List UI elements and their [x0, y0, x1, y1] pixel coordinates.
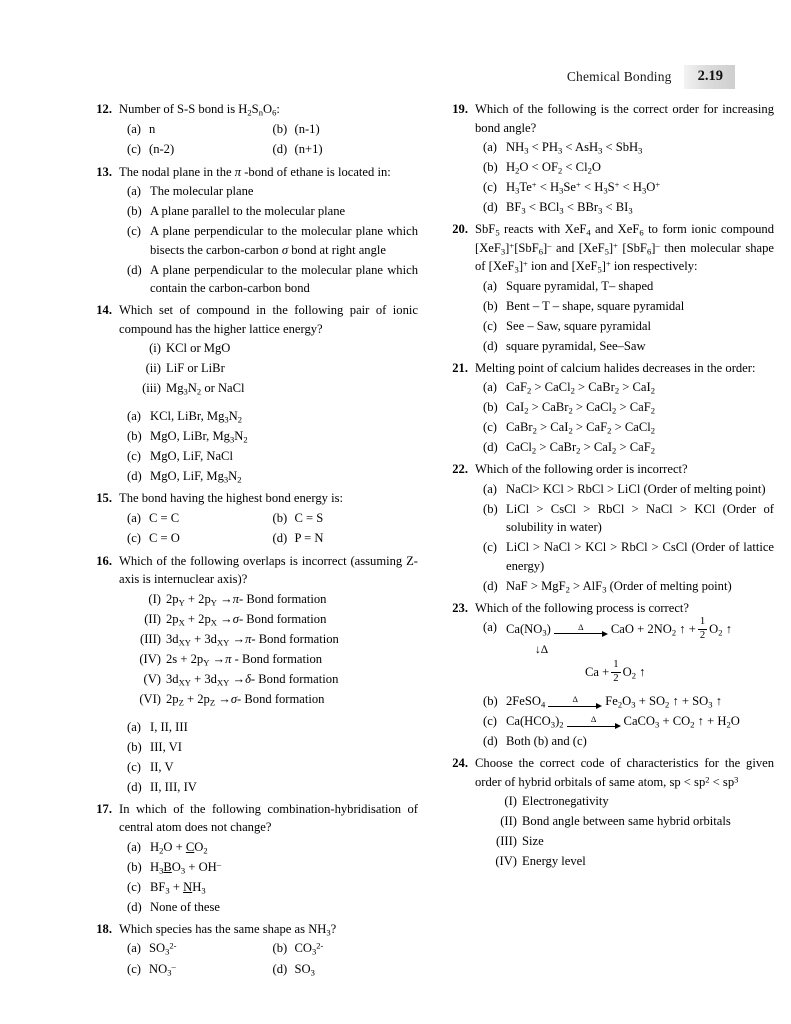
option-label: (b) [483, 501, 498, 516]
option-label: (a) [483, 278, 497, 293]
option-label: (d) [127, 779, 142, 794]
option-label: (a) [127, 941, 141, 955]
option-text: A plane perpendicular to the molecular plane which contain the carbon-carbon bond [150, 262, 418, 295]
sub-item-label: (ii) [145, 361, 161, 375]
question-block [444, 599, 774, 753]
options-list [119, 838, 418, 917]
question-text: Which of the following process is correct? [475, 600, 690, 615]
option-label: (d) [483, 734, 498, 749]
sub-item-text: LiF or LiBr [166, 361, 225, 375]
question-text: Which of the following order is incorrect? [475, 462, 688, 476]
option-item[interactable] [119, 718, 418, 737]
options-list [475, 378, 774, 457]
question-number: 23. [452, 600, 468, 615]
option-item[interactable] [475, 577, 774, 596]
option-item[interactable] [119, 261, 418, 298]
option-text: C = O [149, 531, 180, 545]
options-list [475, 277, 774, 356]
spacer [119, 710, 418, 717]
option-item[interactable] [127, 939, 273, 958]
question-block [444, 359, 774, 459]
sub-item [119, 339, 418, 358]
option-text: CaBr$_2$ > CaI$_2$ > CaF$_2$ > CaCl$_2$ [506, 420, 656, 436]
question-block [88, 552, 418, 798]
option-label: (d) [127, 899, 142, 914]
question-number: 12. [96, 102, 112, 116]
question-body [119, 800, 418, 918]
option-text: C = S [294, 510, 324, 525]
option-label: (b) [127, 429, 142, 443]
sub-item-text: $3d_{XY} + 3d_{XY} \to\delta-$ Bond formation [166, 671, 339, 687]
option-item[interactable] [475, 317, 774, 336]
question-text: Choose the correct code of characteristics for the given order of hybrid orbitals of same atom, sp < $sp^2 < sp^3$ [475, 756, 774, 789]
sub-item [475, 832, 774, 851]
option-item[interactable] [119, 222, 418, 259]
option-item[interactable] [475, 337, 774, 356]
option-item[interactable] [127, 120, 273, 139]
question-number: 14. [96, 303, 112, 317]
question-number: 18. [96, 921, 112, 936]
question-body [119, 920, 418, 981]
options-grid [119, 120, 418, 159]
options-grid [119, 939, 418, 978]
question-body [119, 100, 418, 161]
option-label: (d) [127, 469, 142, 483]
spacer [119, 399, 418, 406]
option-label: (a) [127, 409, 141, 423]
question-number: 15. [96, 491, 112, 505]
question-block [88, 100, 418, 161]
reaction-down-arrow-delta: ↓Δ [535, 643, 549, 656]
option-label: (b) [483, 160, 498, 174]
reaction-second-products: Ca + $\frac{1}{2}$ $O_2$ ↑ [585, 658, 646, 684]
option-text: $SO_3^{2-}$ [149, 940, 177, 957]
option-item[interactable] [475, 378, 774, 397]
reaction-option-a [475, 618, 774, 642]
option-label: (a) [483, 380, 497, 394]
option-text: LiCl > CsCl > RbCl > NaCl > KCl (Order of solubility in water) [506, 501, 774, 534]
option-item[interactable] [475, 297, 774, 316]
option-item[interactable] [119, 427, 418, 446]
option-label: (c) [483, 318, 497, 333]
option-row[interactable] [475, 732, 774, 751]
option-row[interactable] [475, 692, 774, 711]
sub-item-label: (IV) [139, 651, 161, 666]
header-chapter-title: Chemical Bonding [566, 69, 672, 84]
question-text: Which of the following is the correct order for increasing bond angle? [475, 102, 774, 135]
question-block [444, 220, 774, 357]
option-text: $CO_3^{2-}$ [294, 940, 324, 957]
question-block [88, 301, 418, 487]
option-text: II, III, IV [150, 779, 197, 794]
option-label: (a) [127, 510, 141, 525]
question-body [475, 100, 774, 218]
spacer [475, 685, 774, 692]
option-label: (b) [127, 739, 142, 754]
option-label: (a) [127, 184, 141, 198]
option-label: (a) [483, 481, 497, 496]
option-text: $H_3Te^+ < H_3Se^+ < H_3S^+ < H_3O^+$ [506, 179, 661, 196]
right-column [444, 100, 774, 982]
question-number: 24. [452, 756, 468, 771]
option-item[interactable] [475, 158, 774, 177]
question-text: In which of the following combination-hybridisation of central atom does not change? [119, 801, 418, 834]
sub-item [119, 590, 418, 609]
question-sub-items [475, 792, 774, 871]
options-grid [119, 509, 418, 548]
option-text: None of these [150, 899, 220, 914]
option-item[interactable] [119, 202, 418, 221]
option-text: Both (b) and (c) [506, 734, 587, 749]
question-text: Melting point of calcium halides decreases in the order: [475, 360, 756, 375]
option-text: 2FeSO$_4$ Δ $Fe_2O_3 + SO_2$ ↑ + $SO_3$ ↑ [506, 694, 723, 710]
option-text: III, VI [150, 739, 182, 754]
option-label: (b) [127, 204, 142, 218]
option-label: (a) [127, 719, 141, 734]
option-label: (d) [483, 440, 498, 454]
question-number: 17. [96, 801, 112, 816]
option-text: NaF > MgF$_2$ > AlF$_3$ (Order of melting point) [506, 578, 732, 594]
option-item[interactable] [119, 758, 418, 777]
option-text: n [149, 121, 156, 136]
option-item[interactable] [475, 480, 774, 499]
options-list [119, 182, 418, 298]
option-label: (b) [272, 121, 288, 136]
sub-item [119, 359, 418, 378]
sub-item [475, 812, 774, 831]
option-text: $H_3BO_3 + OH^-$ [150, 858, 222, 875]
option-item[interactable] [119, 838, 418, 857]
sub-item [119, 650, 418, 669]
sub-item-label: (VI) [139, 691, 161, 706]
option-text: CaCl$_2$ > CaBr$_2$ > CaI$_2$ > CaF$_2$ [506, 440, 655, 456]
option-item[interactable] [475, 438, 774, 457]
option-text: LiCl > NaCl > KCl > RbCl > CsCl (Order of lattice energy) [506, 540, 774, 573]
option-label: (a) [483, 140, 497, 154]
option-label: (b) [272, 941, 288, 955]
option-item[interactable] [127, 140, 273, 159]
options-list [475, 480, 774, 596]
option-item[interactable] [273, 939, 419, 958]
option-label: (c) [127, 224, 141, 238]
question-number: 20. [452, 222, 468, 236]
question-text: Which species has the same shape as $NH_3$? [119, 921, 337, 937]
option-text: CaI$_2$ > CaBr$_2$ > CaCl$_2$ > CaF$_2$ [506, 400, 655, 416]
option-label: (d) [483, 338, 498, 353]
option-item[interactable] [119, 778, 418, 797]
option-text: $BF_3 < BCl_3 < BBr_3 < BI_3$ [506, 200, 633, 216]
question-text: Number of S-S bond is $H_2S_nO_6$: [119, 102, 280, 118]
sub-item-text: KCl or MgO [166, 341, 231, 355]
option-label: (a) [127, 121, 141, 136]
options-list [119, 407, 418, 486]
option-item[interactable] [273, 120, 419, 139]
sub-item-label: (i) [149, 341, 161, 355]
option-row [127, 120, 418, 139]
option-item[interactable] [119, 898, 418, 917]
option-label: (c) [127, 759, 141, 774]
option-text: $H_2O + CO_2$ [150, 839, 208, 855]
option-text: (n-2) [149, 142, 175, 156]
option-label: (b) [483, 298, 498, 313]
page-number-badge: 2.19 [684, 65, 735, 89]
option-text: See – Saw, square pyramidal [506, 318, 652, 333]
question-block [88, 920, 418, 981]
left-column [88, 100, 418, 982]
question-body [119, 301, 418, 487]
question-sub-items [119, 590, 418, 709]
option-label: (c) [127, 879, 141, 894]
sub-item-label: (V) [143, 671, 161, 686]
option-item[interactable] [475, 538, 774, 575]
option-label: (d) [483, 578, 498, 593]
option-label: (b) [127, 859, 142, 874]
option-item[interactable] [475, 277, 774, 296]
option-item[interactable] [273, 509, 419, 528]
option-label: (b) [483, 400, 498, 414]
option-label: (b) [483, 694, 498, 709]
option-item[interactable] [273, 529, 419, 548]
option-text: $NH_3 < PH_3 < AsH_3 < SbH_3$ [506, 140, 643, 156]
sub-item-text: Electronegativity [522, 794, 609, 809]
question-body [475, 460, 774, 597]
option-label: (d) [127, 262, 142, 277]
question-block [88, 489, 418, 550]
sub-item [119, 690, 418, 709]
sub-item-label: (III) [140, 631, 161, 646]
sub-item [119, 379, 418, 398]
option-item[interactable] [127, 960, 273, 979]
sub-item-text: $Mg_3N_2$ or NaCl [166, 381, 245, 397]
sub-item-text: Energy level [522, 854, 586, 869]
question-text: SbF$_5$ reacts with XeF$_4$ and XeF$_6$ to form ionic compound [XeF$_3$]+[SbF$_6$]– and [XeF$_5$]+ [SbF$_6$]– then molecular shape of [XeF$_3$]+ ion and [XeF$_5$]+ ion respectively: [475, 222, 775, 275]
sub-item-text: $2p_X + 2p_X \to\sigma-$ Bond formation [166, 611, 327, 627]
option-label: (c) [127, 961, 141, 976]
option-item[interactable] [475, 178, 774, 197]
question-body [475, 754, 774, 872]
sub-item-text: $2p_Y + 2p_Y \to\pi-$ Bond formation [166, 591, 327, 607]
option-text: square pyramidal, See–Saw [506, 338, 646, 353]
question-number: 19. [452, 102, 468, 116]
question-number: 22. [452, 462, 468, 476]
option-text: MgO, LiF, $Mg_3N_2$ [150, 469, 242, 485]
question-number: 16. [96, 553, 112, 568]
sub-item-label: (I) [148, 591, 161, 606]
option-row [127, 939, 418, 958]
sub-item-text: $2p_Z + 2p_Z \to\sigma-$ Bond formation [166, 691, 325, 707]
sub-item [119, 670, 418, 689]
question-number: 13. [96, 164, 112, 179]
option-text: $NO_3^-$ [149, 960, 176, 977]
question-sub-items [119, 339, 418, 398]
sub-item [475, 792, 774, 811]
option-item[interactable] [273, 140, 419, 159]
question-text: Which set of compound in the following pair of ionic compound has the higher lattice energy? [119, 303, 418, 336]
option-item[interactable] [119, 407, 418, 426]
option-text: NaCl> KCl > RbCl > LiCl (Order of melting point) [506, 481, 766, 496]
option-text: CaF$_2$ > CaCl$_2$ > CaBr$_2$ > CaI$_2$ [506, 380, 655, 396]
option-item[interactable] [119, 878, 418, 897]
option-text: MgO, LiF, NaCl [150, 449, 233, 463]
option-item[interactable] [475, 398, 774, 417]
option-text: Square pyramidal, T– shaped [506, 278, 654, 293]
question-text: Which of the following overlaps is incorrect (assuming Z-axis is internuclear axis)? [119, 553, 418, 586]
page-header [567, 66, 735, 88]
option-text: The molecular plane [150, 184, 254, 198]
option-label: (c) [127, 531, 141, 545]
sub-item-label: (I) [504, 794, 517, 809]
question-text: The bond having the highest bond energy is: [119, 491, 343, 505]
option-row [127, 529, 418, 548]
sub-item-text: $2s + 2p_Y \to\pi$ - Bond formation [166, 651, 323, 667]
option-item[interactable] [475, 500, 774, 537]
option-item[interactable] [127, 529, 273, 548]
option-label: (d) [272, 142, 288, 156]
option-label: (c) [483, 714, 497, 729]
option-text: A plane perpendicular to the molecular plane which bisects the carbon-carbon σ bond at right angle [150, 224, 418, 257]
option-text: A plane parallel to the molecular plane [150, 204, 346, 218]
option-text: MgO, LiBr, $Mg_3N_2$ [150, 429, 248, 445]
option-item[interactable] [119, 182, 418, 201]
sub-item-label: (III) [496, 834, 517, 849]
sub-item-label: (iii) [142, 381, 161, 395]
sub-item [119, 610, 418, 629]
reaction-scheme [475, 618, 774, 751]
question-text: The nodal plane in the π -bond of ethane is located in: [119, 164, 391, 179]
question-block [88, 163, 418, 300]
sub-item-label: (II) [500, 814, 517, 829]
sub-item-label: (IV) [495, 854, 517, 869]
question-body [475, 220, 774, 357]
question-body [119, 552, 418, 798]
question-block [444, 100, 774, 218]
option-label: (c) [483, 180, 497, 194]
option-label: (a) [483, 620, 497, 634]
option-item[interactable] [119, 467, 418, 486]
question-number: 21. [452, 360, 468, 375]
two-column-body [0, 100, 791, 982]
option-label: (d) [483, 200, 498, 214]
option-label: (a) [127, 839, 141, 854]
option-text: KCl, LiBr, $Mg_3N_2$ [150, 409, 243, 425]
option-text: II, V [150, 759, 174, 774]
options-list [119, 718, 418, 797]
option-label: (c) [127, 449, 141, 463]
option-label: (d) [272, 961, 288, 976]
option-text: (n+1) [294, 142, 323, 156]
option-item[interactable] [475, 418, 774, 437]
option-row [127, 960, 418, 979]
question-body [119, 163, 418, 300]
option-row [127, 509, 418, 528]
option-text: $SO_3$ [294, 961, 315, 977]
option-item[interactable] [119, 738, 418, 757]
option-row [127, 140, 418, 159]
options-list [475, 138, 774, 217]
sub-item-text: Bond angle between same hybrid orbitals [522, 814, 731, 829]
option-item[interactable] [475, 138, 774, 157]
option-text: P = N [294, 531, 324, 545]
question-body [475, 359, 774, 459]
option-text: C = C [149, 510, 180, 525]
option-label: (c) [483, 420, 497, 434]
option-item[interactable] [127, 509, 273, 528]
reaction-equation: $Ca(NO_3)$ Δ CaO + $2NO_2$ ↑ + $\frac{1}{2}$ $O_2$ ↑ [506, 616, 732, 641]
option-label: (c) [127, 142, 141, 156]
option-text: $BF_3 + NH_3$ [150, 879, 206, 895]
option-item[interactable] [119, 858, 418, 877]
question-block [444, 754, 774, 872]
option-item[interactable] [119, 447, 418, 466]
option-item[interactable] [475, 198, 774, 217]
option-text: I, II, III [150, 719, 188, 734]
option-item[interactable] [273, 960, 419, 979]
question-body [475, 599, 774, 753]
sub-item [119, 630, 418, 649]
option-label: (c) [483, 540, 497, 554]
question-block [88, 800, 418, 918]
option-text: (n-1) [294, 121, 320, 136]
option-label: (b) [272, 510, 288, 525]
option-text: Bent – T – shape, square pyramidal [506, 298, 685, 313]
sub-item-text: $3d_{XY} + 3d_{XY} \to\pi-$ Bond formation [166, 631, 339, 647]
option-row[interactable] [475, 712, 774, 731]
sub-item [475, 852, 774, 871]
question-block [444, 460, 774, 597]
sub-item-label: (II) [144, 611, 161, 626]
option-label: (d) [272, 531, 288, 545]
option-text: $H_2O < OF_2 < Cl_2O$ [506, 160, 601, 176]
question-body [119, 489, 418, 550]
option-text: $Ca(HCO_3)_2$ Δ CaCO$_3$ + $CO_2$ ↑ + $H_2O$ [506, 714, 740, 730]
sub-item-text: Size [522, 834, 544, 849]
